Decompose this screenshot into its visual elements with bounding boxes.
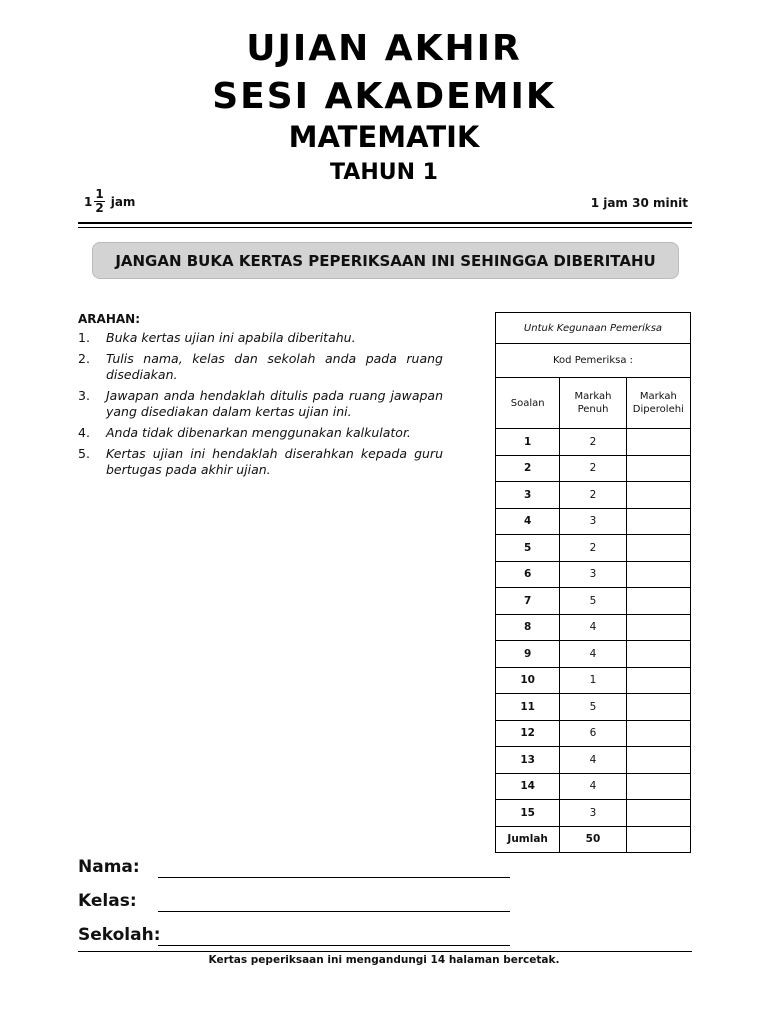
footer-rule xyxy=(78,951,692,952)
instruction-item: 2. Tulis nama, kelas dan sekolah anda pada ruang disediakan. xyxy=(78,351,443,382)
exam-title-line2: SESI AKADEMIK xyxy=(212,76,556,117)
column-header-markah-penuh: Markah Penuh xyxy=(560,378,626,429)
fraction xyxy=(94,188,104,215)
column-header-markah-diperolehi: Markah Diperolehi xyxy=(626,378,690,429)
table-row: 14 4 xyxy=(496,773,691,800)
obtained-cell xyxy=(626,561,690,588)
table-row: 4 3 xyxy=(496,508,691,535)
total-row xyxy=(496,826,691,852)
table-row: 11 5 xyxy=(496,694,691,721)
obtained-cell xyxy=(626,535,690,562)
table-row: 13 4 xyxy=(496,747,691,774)
subject-title: MATEMATIK xyxy=(288,120,480,154)
page-count-note: Kertas peperiksaan ini mengandungi 14 halaman bercetak. xyxy=(208,954,560,966)
kelas-line[interactable] xyxy=(158,911,510,912)
header-rule-thin xyxy=(78,227,692,228)
table-row: 10 1 xyxy=(496,667,691,694)
kelas-label: Kelas: xyxy=(78,891,137,911)
obtained-cell xyxy=(626,800,690,827)
examiner-marks-table xyxy=(495,312,691,853)
obtained-cell xyxy=(626,694,690,721)
table-row: 5 2 xyxy=(496,535,691,562)
instructions-list xyxy=(78,330,443,483)
sekolah-label: Sekolah: xyxy=(78,925,161,945)
fraction-numerator: 1 xyxy=(95,187,104,201)
total-obtained-cell xyxy=(626,826,690,852)
duration-text: 1 jam 30 minit xyxy=(590,196,688,210)
table-row: 12 6 xyxy=(496,720,691,747)
warning-banner: JANGAN BUKA KERTAS PEPERIKSAAN INI SEHINGGA DIBERITAHU xyxy=(92,242,679,279)
instruction-item: 3. Jawapan anda hendaklah ditulis pada ruang jawapan yang disediakan dalam kertas ujian ini. xyxy=(78,388,443,419)
total-value: 50 xyxy=(560,826,626,852)
table-row: 2 2 xyxy=(496,455,691,482)
obtained-cell xyxy=(626,747,690,774)
instructions-heading: ARAHAN: xyxy=(78,312,140,326)
obtained-cell xyxy=(626,773,690,800)
fraction-denominator: 2 xyxy=(95,201,104,215)
table-row: 8 4 xyxy=(496,614,691,641)
obtained-cell xyxy=(626,614,690,641)
table-row: 15 3 xyxy=(496,800,691,827)
instruction-item: 5. Kertas ujian ini hendaklah diserahkan kepada guru bertugas pada akhir ujian. xyxy=(78,446,443,477)
column-header-soalan: Soalan xyxy=(496,378,560,429)
header-rule-thick xyxy=(78,222,692,224)
table-row: 3 2 xyxy=(496,482,691,509)
obtained-cell xyxy=(626,720,690,747)
obtained-cell xyxy=(626,455,690,482)
examiner-code-field: Kod Pemeriksa : xyxy=(496,344,691,378)
obtained-cell xyxy=(626,641,690,668)
table-row: 7 5 xyxy=(496,588,691,615)
obtained-cell xyxy=(626,588,690,615)
table-row: 9 4 xyxy=(496,641,691,668)
instruction-item: 4. Anda tidak dibenarkan menggunakan kalkulator. xyxy=(78,425,411,440)
total-label: Jumlah xyxy=(496,826,560,852)
nama-line[interactable] xyxy=(158,877,510,878)
examiner-use-header: Untuk Kegunaan Pemeriksa xyxy=(496,313,691,344)
obtained-cell xyxy=(626,667,690,694)
nama-label: Nama: xyxy=(78,857,140,877)
obtained-cell xyxy=(626,429,690,456)
sekolah-line[interactable] xyxy=(158,945,510,946)
table-row: 6 3 xyxy=(496,561,691,588)
obtained-cell xyxy=(626,508,690,535)
duration-whole: 1 xyxy=(84,194,93,209)
year-title: TAHUN 1 xyxy=(330,160,438,185)
obtained-cell xyxy=(626,482,690,509)
table-row: 1 2 xyxy=(496,429,691,456)
instruction-item: 1. Buka kertas ujian ini apabila diberitahu. xyxy=(78,330,356,345)
duration-unit: jam xyxy=(110,194,136,209)
exam-title-line1: UJIAN AKHIR xyxy=(246,28,522,69)
duration-fraction xyxy=(84,188,135,215)
